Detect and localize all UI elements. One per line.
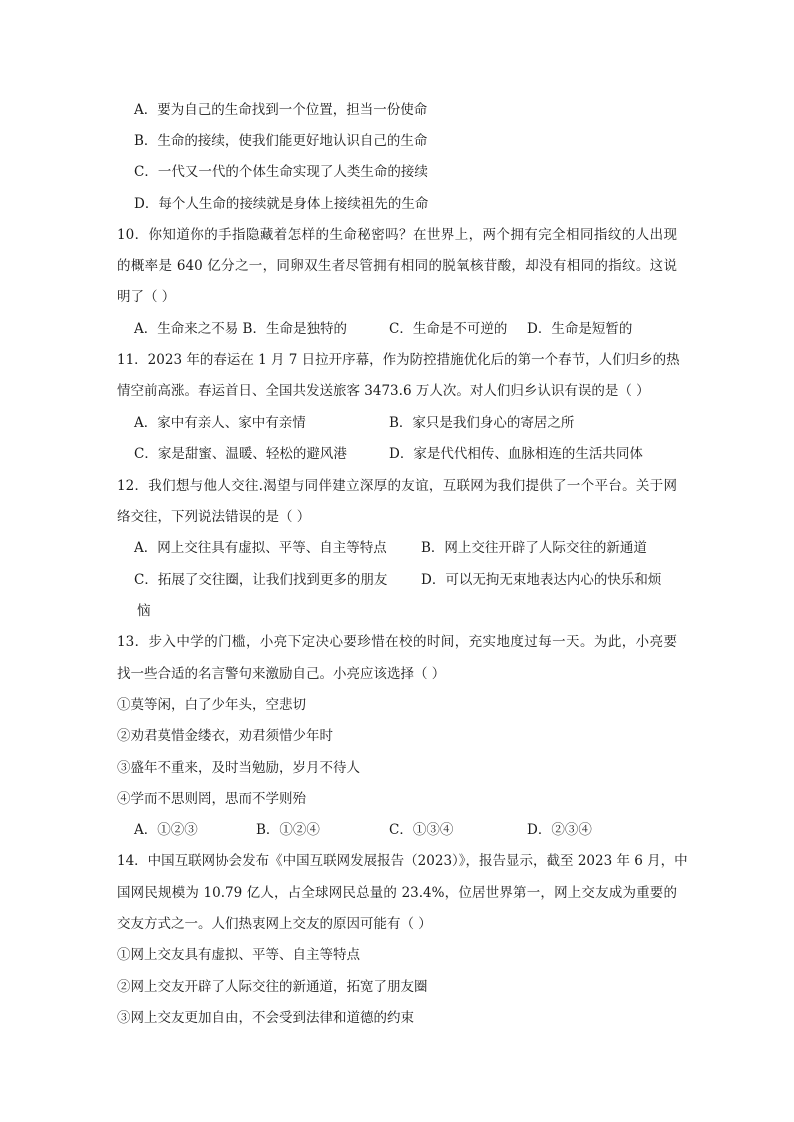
- q13-option-b: B．①②④: [256, 822, 320, 838]
- q13-option-d: D．②③④: [527, 822, 592, 838]
- q11-stem-line-1: 11．2023 年的春运在 1 月 7 日拉开序幕，作为防控措施优化后的第一个春节，人们归乡的热: [117, 352, 680, 368]
- q14-item-2: ②网上交友开辟了人际交往的新通道，拓宽了朋友圈: [117, 979, 428, 995]
- q9-option-c: C．一代又一代的个体生命实现了人类生命的接续: [134, 164, 428, 180]
- q12-option-d-cont: 恼: [137, 603, 151, 619]
- q9-option-a: A．要为自己的生命找到一个位置，担当一份使命: [134, 102, 428, 118]
- q10-option-ab: A．生命来之不易 B．生命是独特的: [134, 321, 347, 337]
- q9-option-b: B．生命的接续，使我们能更好地认识自己的生命: [134, 133, 428, 149]
- q14-item-3: ③网上交友更加自由，不会受到法律和道德的约束: [117, 1010, 414, 1026]
- q13-option-c: C．①③④: [389, 822, 454, 838]
- q11-option-c: C．家是甜蜜、温暖、轻松的避风港: [134, 446, 347, 462]
- q12-option-c: C．拓展了交往圈，让我们找到更多的朋友: [134, 572, 388, 588]
- q13-item-2: ②劝君莫惜金缕衣，劝君须惜少年时: [117, 728, 333, 744]
- q14-stem-line-2: 国网民规模为 10.79 亿人，占全球网民总量的 23.4%，位居世界第一，网上交友成为重要的: [117, 885, 677, 901]
- q12-option-d: D．可以无拘无束地表达内心的快乐和烦: [421, 572, 662, 588]
- q11-option-d: D．家是代代相传、血脉相连的生活共同体: [389, 446, 643, 462]
- q12-stem-line-2: 络交往，下列说法错误的是（ ）: [117, 509, 311, 525]
- q14-stem-line-1: 14．中国互联网协会发布《中国互联网发展报告（2023）》，报告显示，截至 2023 年 6 月，中: [117, 853, 688, 869]
- q13-stem-line-1: 13．步入中学的门槛，小亮下定决心要珍惜在校的时间，充实地度过每一天。为此，小亮要: [117, 634, 677, 650]
- q12-stem-line-1: 12．我们想与他人交往.渴望与同伴建立深厚的友谊，互联网为我们提供了一个平台。关于网: [117, 478, 677, 494]
- q13-option-a: A．①②③: [134, 822, 198, 838]
- q10-option-d: D．生命是短暂的: [527, 321, 633, 337]
- q10-option-c: C．生命是不可逆的: [389, 321, 508, 337]
- q10-stem-line-1: 10．你知道你的手指隐藏着怎样的生命秘密吗？在世界上，两个拥有完全相同指纹的人出现: [117, 227, 677, 243]
- q13-stem-line-2: 找一些合适的名言警句来激励自己。小亮应该选择（ ）: [117, 666, 446, 682]
- q9-option-d: D．每个人生命的接续就是身体上接续祖先的生命: [134, 196, 429, 212]
- q12-option-b: B．网上交往开辟了人际交往的新通道: [421, 540, 647, 556]
- q13-item-1: ①莫等闲，白了少年头，空悲切: [117, 697, 306, 713]
- q10-stem-line-2: 的概率是 640 亿分之一，同卵双生者尽管拥有相同的脱氧核苷酸，却没有相同的指纹。这说: [117, 258, 677, 274]
- q14-stem-line-3: 交友方式之一。人们热衷网上交友的原因可能有（ ）: [117, 916, 432, 932]
- q14-item-1: ①网上交友具有虚拟、平等、自主等特点: [117, 947, 360, 963]
- q13-item-4: ④学而不思则罔，思而不学则殆: [117, 791, 306, 807]
- q13-item-3: ③盛年不重来，及时当勉励，岁月不待人: [117, 760, 360, 776]
- q12-option-a: A．网上交往具有虚拟、平等、自主等特点: [134, 540, 387, 556]
- q11-option-a: A．家中有亲人、家中有亲情: [134, 415, 306, 431]
- q11-stem-line-2: 情空前高涨。春运首日、全国共发送旅客 3473.6 万人次。对人们归乡认识有误的是（ ）: [117, 383, 650, 399]
- q11-option-b: B．家只是我们身心的寄居之所: [389, 415, 575, 431]
- q10-stem-line-3: 明了（ ）: [117, 289, 176, 305]
